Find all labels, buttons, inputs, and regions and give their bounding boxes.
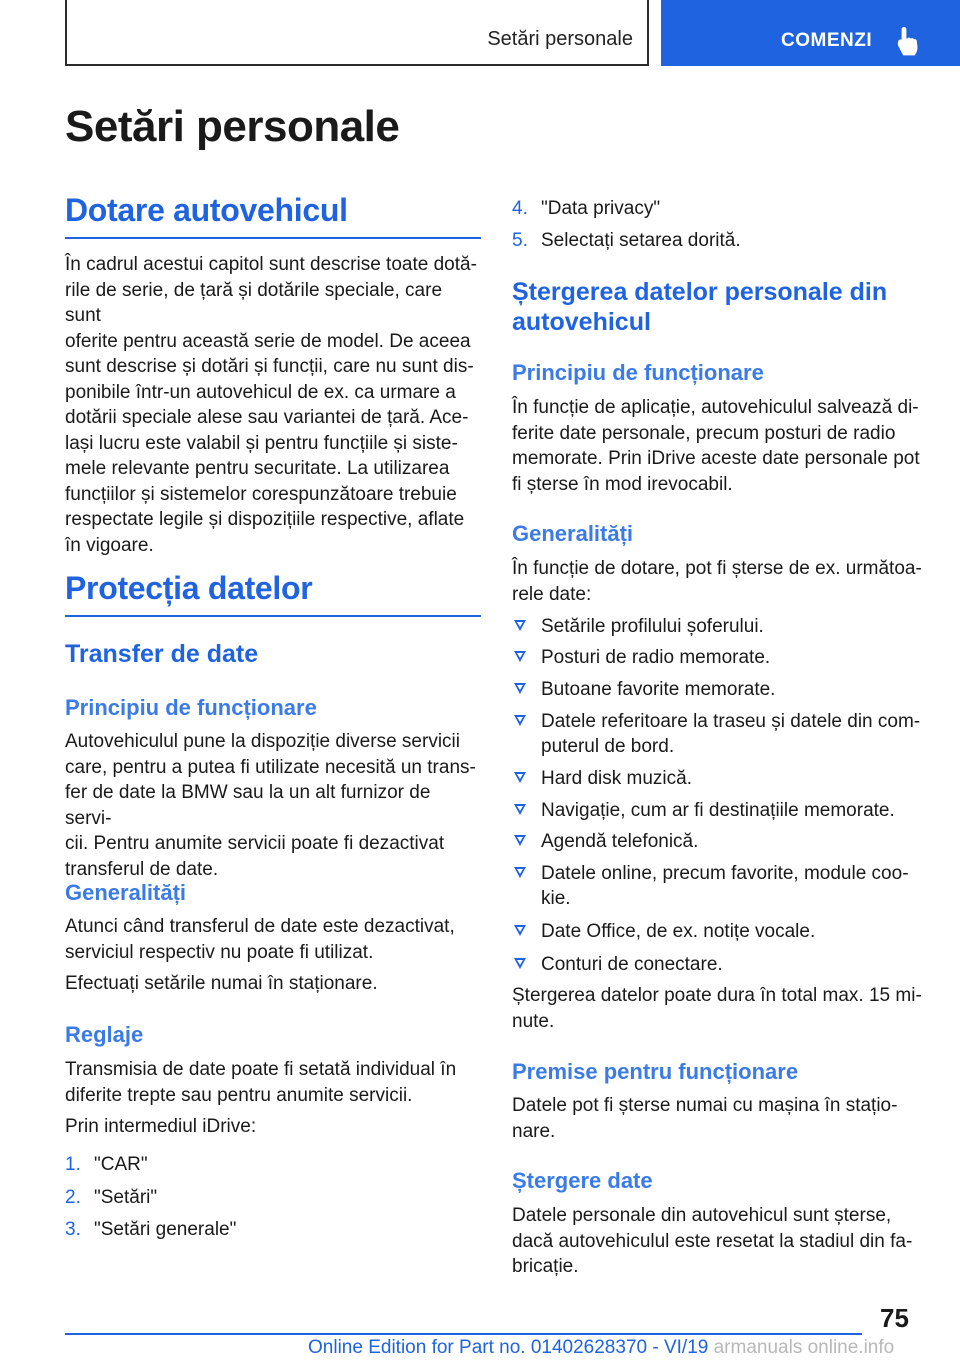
text-line: ferite date personale, precum posturi de radio <box>512 422 896 444</box>
text-line: diferite trepte sau pentru anumite servicii. <box>65 1084 413 1106</box>
text-line: puterul de bord. <box>541 736 675 757</box>
step-number: 1. <box>65 1154 81 1175</box>
commands-tab[interactable] <box>661 0 960 66</box>
bullet-triangle-icon <box>514 804 526 815</box>
page-title: Setări personale <box>65 102 400 151</box>
text-line: nare. <box>512 1120 556 1142</box>
bullet-text: Date Office, de ex. notițe vocale. <box>541 921 816 942</box>
bullet-text: Conturi de conectare. <box>541 954 723 975</box>
heading-premise: Premise pentru funcționare <box>512 1059 799 1084</box>
paragraph-premise <box>512 1093 897 1144</box>
text-line: sunt descrise și dotări și funcții, care nu sunt dis‐ <box>65 356 474 377</box>
paragraph-stergere <box>512 1203 912 1280</box>
bullet-triangle-icon <box>514 620 526 631</box>
bullet-text <box>541 861 922 911</box>
text-line: transferul de date. <box>65 858 219 880</box>
title-line: autovehicul <box>512 308 651 336</box>
text-line: nute. <box>512 1010 555 1032</box>
text-line: dotării speciale alese sau variantei de țară. Ace‐ <box>65 407 469 428</box>
header-section-title: Setări personale <box>487 28 633 50</box>
paragraph-principiu-right <box>512 395 920 497</box>
paragraph-principiu <box>65 729 481 882</box>
text-line: Datele referitoare la traseu și datele din com‐ <box>541 711 921 732</box>
text-line: În funcție de aplicație, autovehiculul salvează di‐ <box>512 397 919 418</box>
section-title-protectia: Protecția datelor <box>65 570 481 617</box>
text-line: În cadrul acestui capitol sunt descrise toate dotă‐ <box>65 254 477 275</box>
paragraph-durata <box>512 983 922 1034</box>
bullet-text <box>541 709 922 759</box>
bullet-text: Agendă telefonică. <box>541 831 699 852</box>
bullet-text: Posturi de radio memorate. <box>541 647 771 668</box>
text-line: Autovehiculul pune la dispoziție diverse servicii <box>65 731 460 752</box>
text-line: rile de serie, de țară și dotările speciale, care sunt <box>65 279 443 326</box>
bullet-triangle-icon <box>514 958 526 969</box>
text-line: fi șterse în mod irevocabil. <box>512 473 733 495</box>
heading-generalitati: Generalități <box>65 880 187 905</box>
step-text: "Data privacy" <box>541 198 661 219</box>
section-title-dotare: Dotare autovehicul <box>65 192 481 239</box>
page-number: 75 <box>880 1303 909 1333</box>
title-line: Ștergerea datelor personale din <box>512 278 888 306</box>
paragraph-prin: Prin intermediul iDrive: <box>65 1116 257 1137</box>
paragraph-generalitati-right <box>512 556 922 607</box>
text-line: Atunci când transferul de date este dezactivat, <box>65 916 455 937</box>
heading-principiu-right: Principiu de funcționare <box>512 360 764 385</box>
text-line: Ștergerea datelor poate dura în total max. 15 mi‐ <box>512 985 922 1006</box>
text-line: Datele pot fi șterse numai cu mașina în stațio‐ <box>512 1095 898 1116</box>
text-line: funcțiilor și sistemelor corespunzătoare trebuie <box>65 483 457 505</box>
text-line: Datele online, precum favorite, module coo‐ <box>541 863 909 884</box>
bullet-triangle-icon <box>514 772 526 783</box>
section-title-stergerea <box>512 277 922 337</box>
text-line: ponibile într-un autovehicul de ex. ca urmare a <box>65 381 456 403</box>
edition-text: Online Edition for Part no. 01402628370 - VI/19 <box>308 1337 709 1358</box>
text-line: oferite pentru această serie de model. De aceea <box>65 330 471 352</box>
text-line: bricație. <box>512 1256 579 1277</box>
heading-principiu: Principiu de funcționare <box>65 695 317 720</box>
text-line: lași lucru este valabil și pentru funcțiile și siste‐ <box>65 432 458 454</box>
bullet-text: Butoane favorite memorate. <box>541 679 776 700</box>
bullet-triangle-icon <box>514 925 526 936</box>
step-text: "Setări" <box>94 1187 158 1208</box>
footer-edition <box>308 1337 894 1359</box>
text-line: respectate legile și dispozițiile respective, aflate <box>65 509 465 530</box>
footer-divider <box>65 1333 862 1335</box>
step-number: 4. <box>512 198 528 219</box>
paragraph-generalitati <box>65 914 455 965</box>
heading-generalitati-right: Generalități <box>512 521 634 546</box>
bullet-text: Hard disk muzică. <box>541 768 692 789</box>
step-text: "CAR" <box>94 1154 148 1175</box>
text-line: În funcție de dotare, pot fi șterse de ex. următoa‐ <box>512 558 922 579</box>
text-line: Datele personale din autovehicul sunt șterse, <box>512 1205 892 1226</box>
text-line: kie. <box>541 888 571 909</box>
bullet-triangle-icon <box>514 651 526 662</box>
text-line: care, pentru a putea fi utilizate necesită un trans‐ <box>65 756 476 778</box>
bullet-triangle-icon <box>514 867 526 878</box>
step-number: 3. <box>65 1219 81 1240</box>
step-number: 5. <box>512 230 528 251</box>
watermark-text: armanuals online.info <box>713 1337 895 1358</box>
step-text: "Setări generale" <box>94 1219 237 1240</box>
paragraph-efectuati: Efectuați setările numai în staționare. <box>65 973 378 994</box>
heading-stergere: Ștergere date <box>512 1168 653 1193</box>
text-line: rele date: <box>512 583 592 605</box>
text-line: mele relevante pentru securitate. La utilizarea <box>65 458 450 479</box>
header-section-box <box>65 0 649 66</box>
bullet-triangle-icon <box>514 715 526 726</box>
text-line: în vigoare. <box>65 534 154 556</box>
paragraph-reglaje <box>65 1057 456 1108</box>
text-line: dacă autovehiculul este resetat la stadiul din fa‐ <box>512 1230 913 1252</box>
text-line: serviciul respectiv nu poate fi utilizat. <box>65 941 374 963</box>
text-line: fer de date la BMW sau la un alt furnizor de servi‐ <box>65 782 431 829</box>
pointing-hand-icon <box>895 25 921 57</box>
commands-label: COMENZI <box>781 30 873 51</box>
text-line: cii. Pentru anumite servicii poate fi dezactivat <box>65 833 445 854</box>
text-line: Transmisia de date poate fi setată individual în <box>65 1059 457 1080</box>
paragraph-dotare <box>65 252 481 558</box>
step-text: Selectați setarea dorită. <box>541 230 741 251</box>
bullet-text: Setările profilului șoferului. <box>541 616 764 637</box>
subsection-title-transfer: Transfer de date <box>65 640 259 668</box>
heading-reglaje: Reglaje <box>65 1022 144 1047</box>
bullet-triangle-icon <box>514 683 526 694</box>
bullet-text: Navigație, cum ar fi destinațiile memorate. <box>541 800 895 821</box>
text-line: memorate. Prin iDrive aceste date personale pot <box>512 448 920 469</box>
bullet-triangle-icon <box>514 835 526 846</box>
step-number: 2. <box>65 1187 81 1208</box>
